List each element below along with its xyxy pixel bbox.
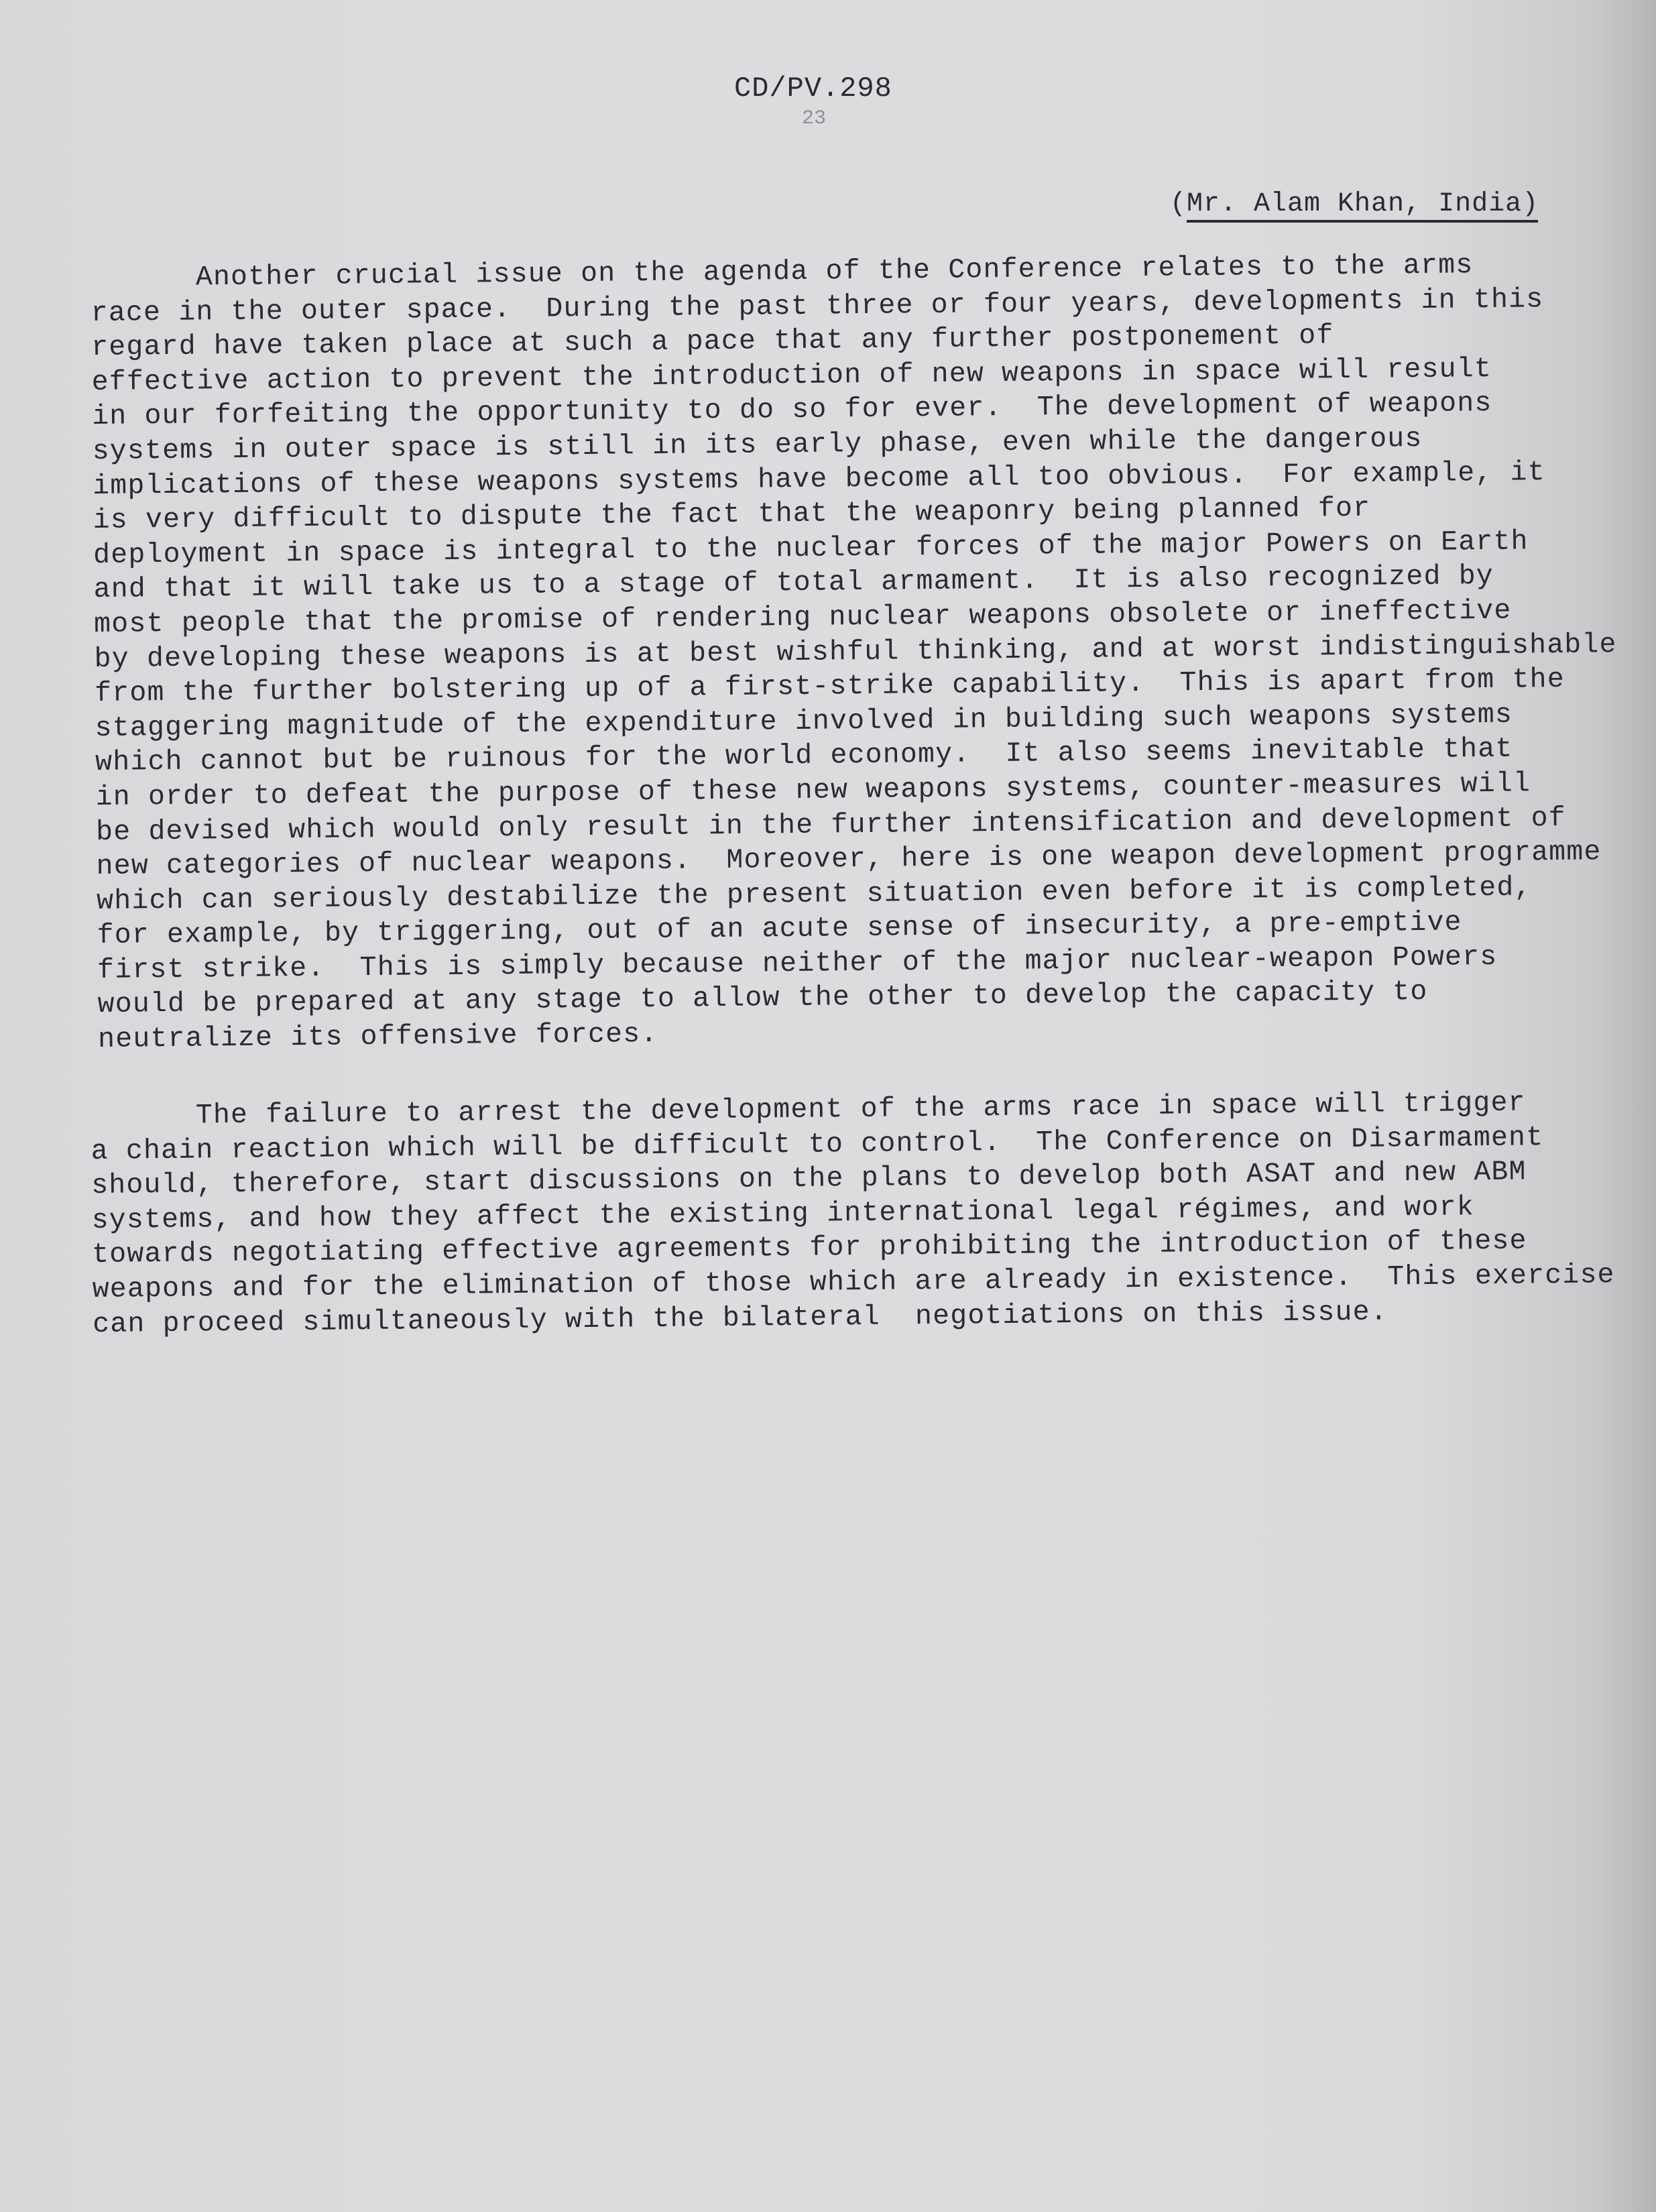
speaker-attribution: (Mr. Alam Khan, India) <box>1170 189 1539 219</box>
document-symbol: CD/PV.298 <box>734 72 892 105</box>
speaker-underline <box>1187 220 1538 223</box>
body-paragraph-1: Another crucial issue on the agenda of the Conference relates to the arms race in the outer space. During the past three or four years, developments in this regard have taken place at such a pace that any further postponement of effective action to prevent the introduction of new weapons in space will result in our forfeiting the opportunity to do so for ever. The development of weapons systems in outer space is still in its early phase, even while the dangerous implications of these weapons systems have become all too obvious. For example, it is very difficult to dispute the fact that the weaponry being planned for deployment in space is integral to the nuclear forces of the major Powers on Earth and that it will take us to a stage of total armament. It is also recognized by most people that the promise of rendering nuclear weapons obsolete or ineffective by developing these weapons is at best wishful thinking, and at worst indistinguishable from the further bolstering up of a first-strike capability. This is apart from the staggering magnitude of the expenditure involved in building such weapons systems which cannot but be ruinous for the world economy. It also seems inevitable that in order to defeat the purpose of these new weapons systems, counter-measures will be devised which would only result in the further intensification and development of new categories of nuclear weapons. Moreover, here is one weapon development programme which can seriously destabilize the present situation even before it is completed, for example, by triggering, out of an acute sense of insecurity, a pre-emptive first strike. This is simply because neither of the major nuclear-weapon Powers would be prepared at any stage to allow the other to develop the capacity to neutralize its offensive forces. <box>91 249 1617 1056</box>
page-number: 23 <box>802 107 827 130</box>
body-paragraph-2: The failure to arrest the development of the arms race in space will trigger a chain reaction which will be difficult to control. The Conference on Disarmament should, therefore, start discussions on the plans to develop both ASAT and new ABM systems, and how they affect the existing international legal régimes, and work towards negotiating effective agreements for prohibiting the introduction of these weapons and for the elimination of those which are already in existence. This exercise can proceed simultaneously with the bilateral negotiations on this issue. <box>91 1087 1615 1340</box>
